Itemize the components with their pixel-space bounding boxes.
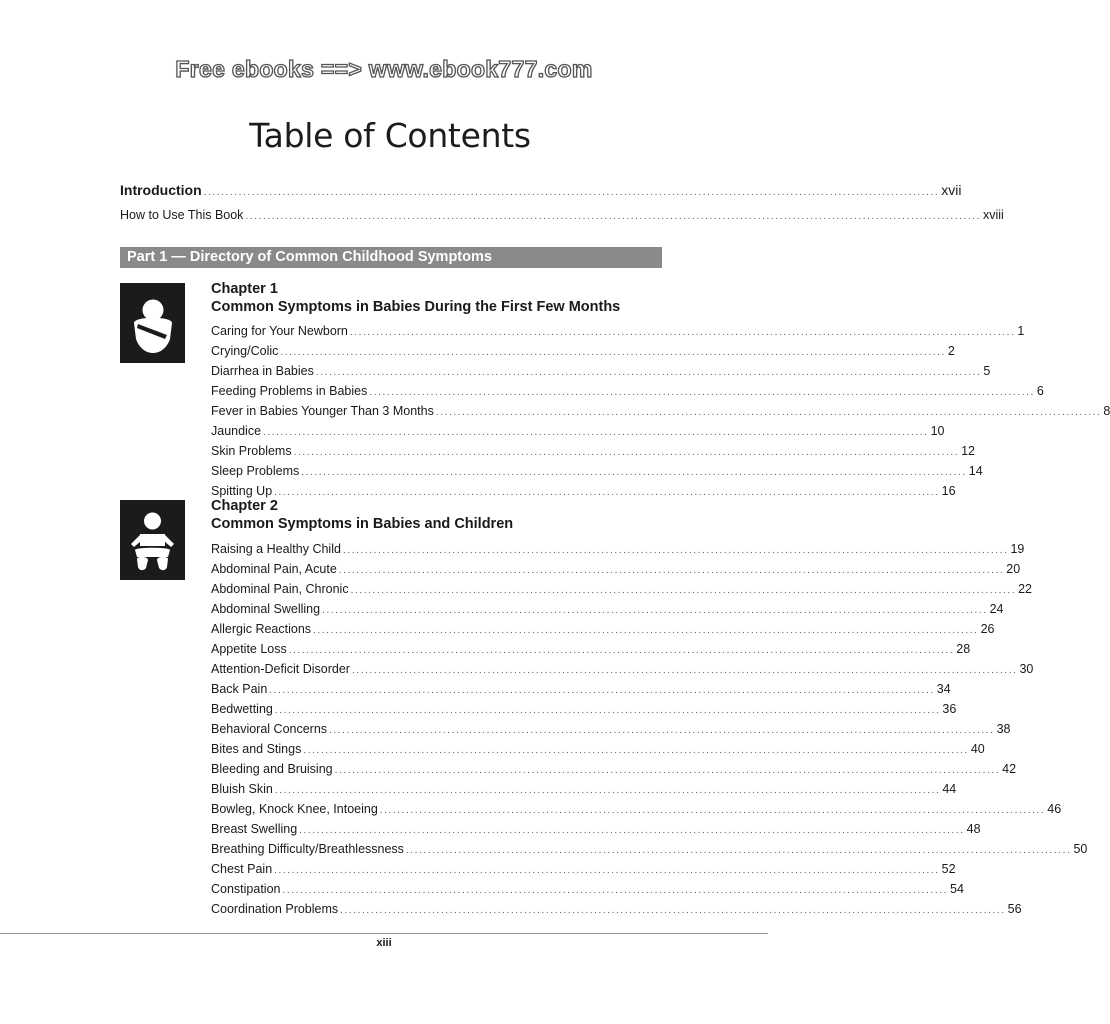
dot-leader: ........................................................................................................................................................: [340, 905, 1006, 916]
toc-entry-label: Coordination Problems: [211, 902, 339, 916]
toc-entry[interactable]: [211, 800, 1062, 820]
toc-entry-label: Fever in Babies Younger Than 3 Months: [211, 404, 434, 418]
toc-entry-label: Spitting Up: [211, 484, 273, 498]
toc-entry-page: xviii: [983, 208, 1004, 222]
toc-entry[interactable]: [211, 760, 1017, 780]
dot-leader: ........................................................................................................................................................: [369, 387, 1035, 398]
toc-entry-page: 54: [950, 882, 964, 896]
dot-leader: ........................................................................................................................................................................: [245, 211, 981, 222]
dot-leader: ........................................................................................................................................................................: [203, 187, 940, 198]
dot-leader: ........................................................................................................................................................: [263, 427, 929, 438]
toc-entry[interactable]: [211, 600, 1004, 620]
toc-entry-page: 16: [941, 484, 956, 498]
toc-entry[interactable]: [211, 680, 951, 700]
toc-entry[interactable]: [211, 402, 1110, 422]
toc-entry-label: Abdominal Swelling: [211, 602, 321, 616]
toc-entry-label: Attention-Deficit Disorder: [211, 662, 350, 676]
toc-entry[interactable]: [211, 382, 1044, 402]
dot-leader: ........................................................................................................................................................: [303, 745, 969, 756]
dot-leader: ........................................................................................................................................................: [274, 705, 941, 716]
part-1-header[interactable]: Part 1 — Directory of Common Childhood Symptoms: [120, 247, 662, 268]
toc-entry-label: Crying/Colic: [211, 344, 279, 358]
page-title: Table of Contents: [249, 116, 531, 155]
toc-entry-page: 5: [983, 364, 991, 378]
toc-entry[interactable]: [211, 840, 1088, 860]
toc-entry[interactable]: [211, 362, 991, 382]
toc-entry[interactable]: [211, 422, 945, 442]
toc-entry-page: 2: [947, 344, 955, 358]
dot-leader: ........................................................................................................................................................: [274, 487, 940, 498]
dot-leader: ........................................................................................................................................................: [269, 685, 935, 696]
toc-entry-page: 22: [1018, 582, 1032, 596]
toc-entry-page: 20: [1006, 562, 1021, 576]
toc-entry-label: Breast Swelling: [211, 822, 298, 836]
toc-entry-label: Caring for Your Newborn: [211, 324, 348, 338]
dot-leader: ........................................................................................................................................................: [299, 825, 965, 836]
toc-entry-label: Constipation: [211, 882, 281, 896]
chapter-2-title[interactable]: Common Symptoms in Babies and Children: [211, 516, 514, 532]
toc-entry[interactable]: [211, 700, 957, 720]
toc-entry-page: 8: [1103, 404, 1110, 418]
swaddled-baby-icon: [120, 283, 185, 363]
toc-entry-label: Introduction: [120, 182, 202, 198]
toc-entry-page: 46: [1047, 802, 1062, 816]
toc-entry-page: 42: [1002, 762, 1017, 776]
toc-entry-label: Raising a Healthy Child: [211, 542, 341, 556]
toc-entry-page: 14: [968, 464, 983, 478]
toc-entry-label: Jaundice: [211, 424, 262, 438]
toc-entry[interactable]: [211, 780, 957, 800]
toc-entry[interactable]: [211, 900, 1022, 920]
toc-entry-label: How to Use This Book: [120, 208, 244, 222]
toc-entry-page: 6: [1036, 384, 1044, 398]
toc-entry-label: Feeding Problems in Babies: [211, 384, 368, 398]
toc-entry[interactable]: [211, 880, 964, 900]
toc-entry[interactable]: [211, 540, 1025, 560]
toc-entry-label: Behavioral Concerns: [211, 722, 328, 736]
dot-leader: ........................................................................................................................................................: [435, 407, 1102, 418]
toc-entry[interactable]: [211, 620, 995, 640]
dot-leader: ........................................................................................................................................................: [313, 625, 979, 636]
dot-leader: ........................................................................................................................................................: [274, 865, 940, 876]
toc-entry-page: 28: [956, 642, 971, 656]
toc-entry-label: Appetite Loss: [211, 642, 287, 656]
toc-entry[interactable]: [211, 860, 956, 880]
toc-entry-label: Bleeding and Bruising: [211, 762, 333, 776]
toc-entry[interactable]: [211, 322, 1025, 342]
toc-entry[interactable]: [211, 342, 955, 362]
toc-entry-page: 50: [1073, 842, 1088, 856]
toc-entry-page: 56: [1007, 902, 1022, 916]
toc-entry-label: Bedwetting: [211, 702, 273, 716]
dot-leader: ........................................................................................................................................................: [293, 447, 960, 458]
dot-leader: ........................................................................................................................................................: [274, 785, 941, 796]
toc-entry-label: Back Pain: [211, 682, 268, 696]
toc-entry[interactable]: [211, 482, 956, 502]
chapter-1-title[interactable]: Common Symptoms in Babies During the First Few Months: [211, 299, 621, 315]
toc-entry-page: 30: [1019, 662, 1034, 676]
toc-entry-label: Sleep Problems: [211, 464, 300, 478]
chapter-2-label: Chapter 2: [211, 498, 278, 514]
toc-entry[interactable]: [211, 580, 1032, 600]
dot-leader: ........................................................................................................................................................: [282, 885, 949, 896]
dot-leader: ........................................................................................................................................................: [405, 845, 1072, 856]
toc-entry-page: xvii: [941, 182, 962, 198]
toc-entry-page: 12: [961, 444, 976, 458]
toc-entry-page: 10: [930, 424, 945, 438]
dot-leader: ........................................................................................................................................................: [334, 765, 1001, 776]
dot-leader: ........................................................................................................................................................: [349, 327, 1016, 338]
toc-entry-label: Chest Pain: [211, 862, 273, 876]
dot-leader: ........................................................................................................................................................: [322, 605, 988, 616]
toc-entry-label: Bites and Stings: [211, 742, 302, 756]
toc-entry-page: 40: [970, 742, 985, 756]
toc-entry-label: Allergic Reactions: [211, 622, 312, 636]
toc-entry-how-to-use[interactable]: [120, 206, 1004, 226]
chapter-1-entries: [211, 322, 1110, 502]
chapter-2-entries: [211, 540, 1088, 920]
toc-entry-label: Abdominal Pain, Acute: [211, 562, 337, 576]
toc-entry-label: Skin Problems: [211, 444, 292, 458]
toc-entry-page: 24: [989, 602, 1004, 616]
toc-entry-page: 44: [942, 782, 957, 796]
toc-entry-label: Diarrhea in Babies: [211, 364, 314, 378]
dot-leader: ........................................................................................................................................................: [351, 665, 1018, 676]
toc-entry-label: Bowleg, Knock Knee, Intoeing: [211, 802, 378, 816]
toc-entry-page: 1: [1017, 324, 1025, 338]
chapter-1-label: Chapter 1: [211, 281, 278, 297]
toc-entry[interactable]: [211, 740, 985, 760]
dot-leader: ........................................................................................................................................................: [280, 347, 946, 358]
baby-in-diaper-icon: [120, 500, 185, 580]
dot-leader: ........................................................................................................................................................: [315, 367, 982, 378]
footer-divider: [0, 933, 768, 934]
footer-page-number: xiii: [376, 937, 392, 949]
dot-leader: ........................................................................................................................................................: [301, 467, 967, 478]
watermark-text: Free ebooks ==> www.ebook777.com: [175, 56, 593, 82]
toc-entry[interactable]: [211, 640, 971, 660]
dot-leader: ........................................................................................................................................................: [288, 645, 955, 656]
toc-entry-page: 38: [996, 722, 1011, 736]
toc-entry[interactable]: [211, 820, 981, 840]
dot-leader: ........................................................................................................................................................: [342, 545, 1009, 556]
dot-leader: ........................................................................................................................................................: [350, 585, 1017, 596]
toc-entry-label: Breathing Difficulty/Breathlessness: [211, 842, 404, 856]
toc-entry-page: 48: [966, 822, 981, 836]
toc-entry-introduction[interactable]: [120, 181, 962, 202]
toc-entry-page: 26: [980, 622, 995, 636]
toc-entry[interactable]: [211, 660, 1034, 680]
toc-entry[interactable]: [211, 442, 976, 462]
dot-leader: ........................................................................................................................................................: [379, 805, 1046, 816]
dot-leader: ........................................................................................................................................................: [329, 725, 995, 736]
toc-entry[interactable]: [211, 462, 983, 482]
toc-entry-page: 34: [936, 682, 951, 696]
toc-entry-page: 19: [1010, 542, 1025, 556]
toc-entry-page: 36: [942, 702, 957, 716]
toc-entry-label: Abdominal Pain, Chronic: [211, 582, 349, 596]
toc-entry[interactable]: [211, 560, 1021, 580]
toc-entry[interactable]: [211, 720, 1011, 740]
toc-entry-label: Bluish Skin: [211, 782, 273, 796]
toc-entry-page: 52: [941, 862, 956, 876]
dot-leader: ........................................................................................................................................................: [338, 565, 1005, 576]
